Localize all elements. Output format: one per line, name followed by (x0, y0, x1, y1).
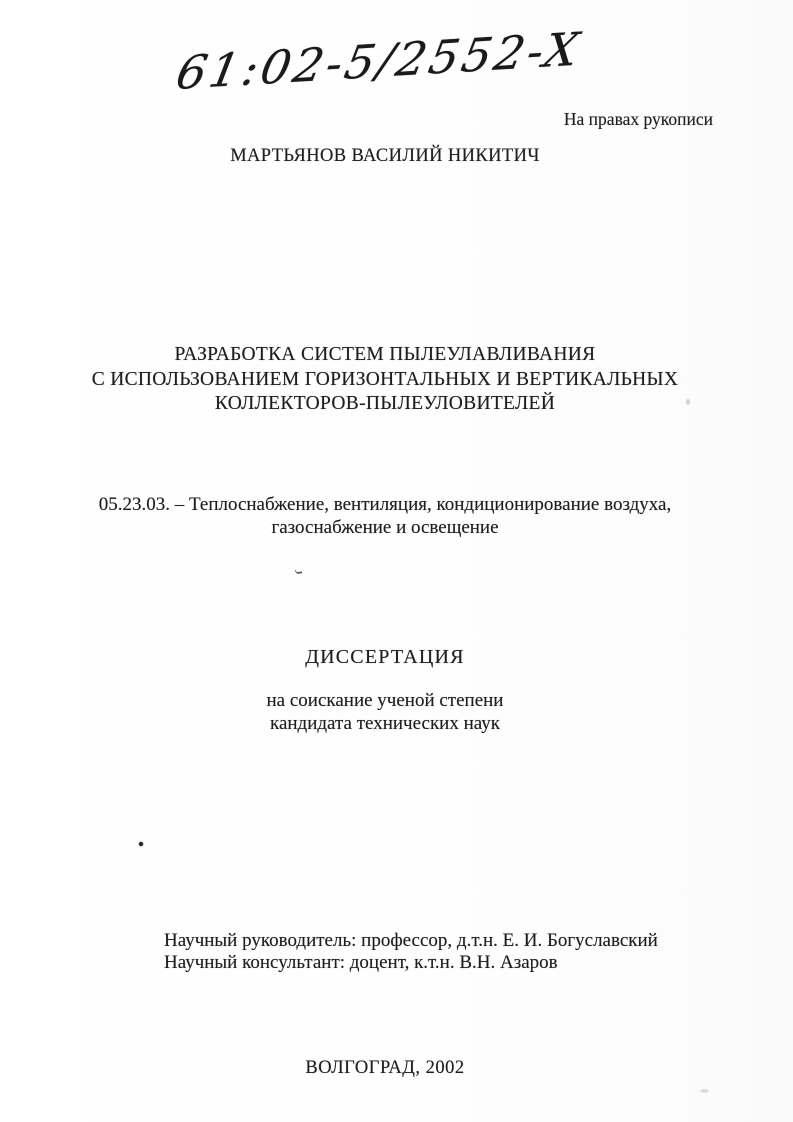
scan-speck (139, 842, 143, 846)
handwritten-catalog-number: 61:02-5/2552-X (172, 21, 587, 101)
degree-line-1: на соискание ученой степени (266, 690, 504, 711)
consultant-line: Научный консультант: доцент, к.т.н. В.Н. Азаров (164, 951, 558, 973)
city-year-imprint: ВОЛГОГРАД, 2002 (305, 1058, 465, 1078)
document-type-heading: ДИССЕРТАЦИЯ (305, 646, 465, 668)
supervisor-line: Научный руководитель: профессор, д.т.н. Е. И. Богуславский (164, 930, 658, 951)
dissertation-title (0, 343, 770, 417)
title-line-3: КОЛЛЕКТОРОВ-ПЫЛЕУЛОВИТЕЛЕЙ (214, 393, 556, 414)
manuscript-rights-note: На правах рукописи (563, 109, 713, 129)
scan-speck (700, 1089, 709, 1093)
degree-statement (0, 690, 770, 735)
specialty-line-1: 05.23.03. – Теплоснабжение, вентиляция, кондиционирование воздуха, (98, 494, 672, 515)
author-name: МАРТЬЯНОВ ВАСИЛИЙ НИКИТИЧ (230, 146, 540, 166)
degree-line-2: кандидата технических наук (270, 712, 500, 734)
specialty-line-2: газоснабжение и освещение (271, 517, 499, 538)
title-line-1: РАЗРАБОТКА СИСТЕМ ПЫЛЕУЛАВЛИВАНИЯ (174, 344, 596, 365)
title-line-2: С ИСПОЛЬЗОВАНИЕМ ГОРИЗОНТАЛЬНЫХ И ВЕРТИКАЛЬНЫХ (91, 368, 679, 390)
credits-block (164, 930, 658, 973)
specialty-code-block (0, 493, 770, 539)
scan-speck (295, 568, 303, 574)
